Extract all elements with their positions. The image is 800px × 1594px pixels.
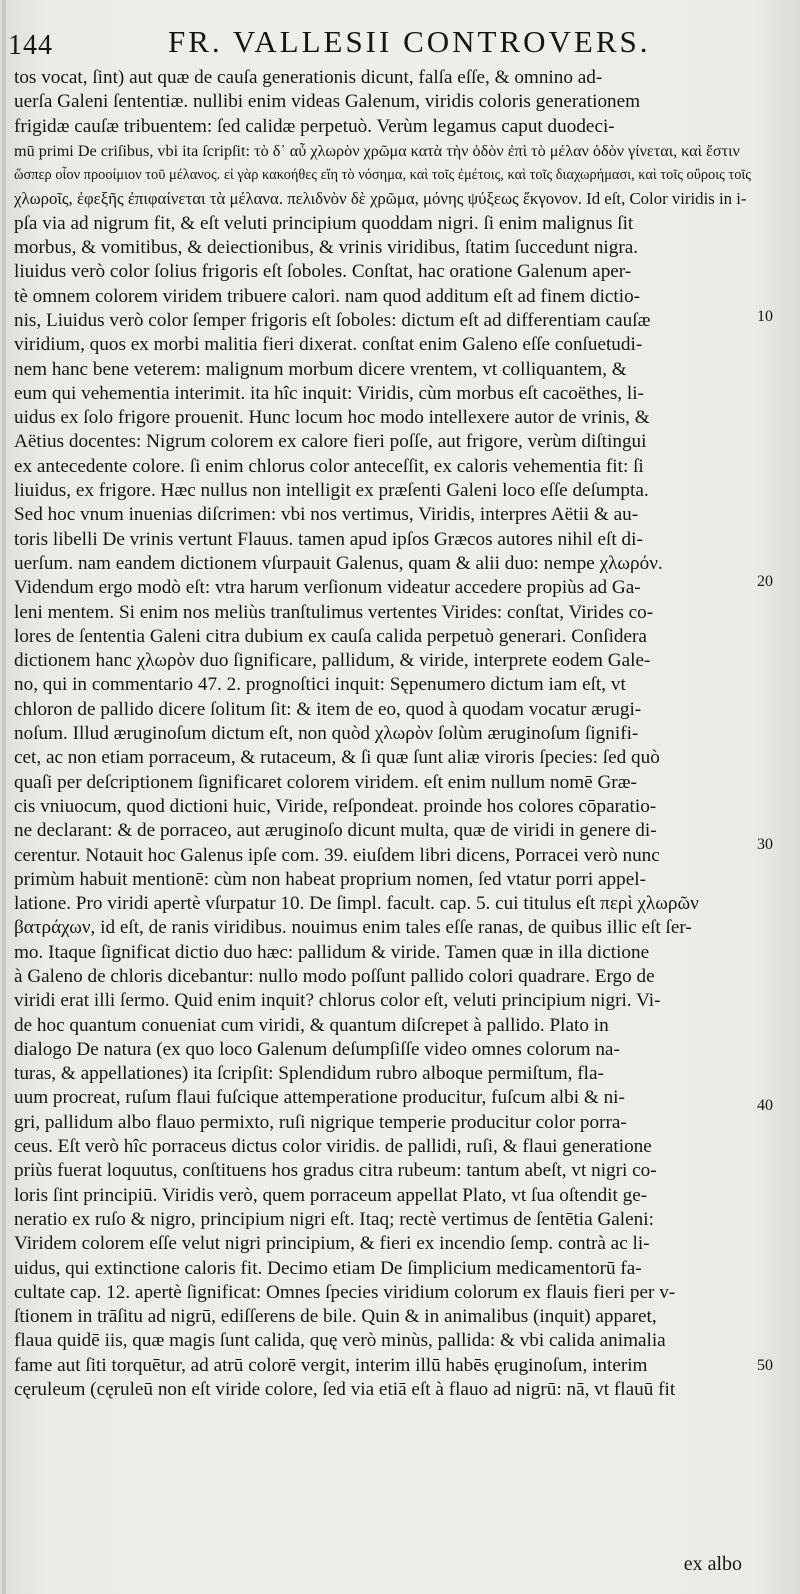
text-line: ex antecedente colore. ſi enim chlorus color anteceſſit, ex caloris vehementia fit: ſi — [14, 455, 644, 477]
text-line: nem hanc bene veterem: malignum morbum dicere vrentem, vt colliquantem, & — [14, 358, 627, 380]
text-line: frigidæ cauſæ tribuentem: ſed calidæ perpetuò. Verùm legamus caput duodeci- — [14, 115, 615, 137]
text-line: uerſum. nam eandem dictionem vſurpauit Galenus, quam & alii duo: nempe χλωρόν. — [14, 552, 663, 574]
text-line: ne declarant: & de porraceo, aut æruginoſo dicunt multa, quæ de viridi in genere di- — [14, 820, 657, 842]
text-line: cultate cap. 12. apertè ſignificat: Omnes ſpecies viridium colorum ex flauis fieri per v- — [14, 1281, 676, 1303]
text-line: mū primi De criſibus, vbi ita ſcripſit: τὸ δ᾽ αὖ χλωρὸν χρῶμα κατὰ τὴν ὁδὸν ἐπὶ τὸ μέλαν ὁδὸν γίνεται, καὶ ἔστιν — [14, 141, 740, 160]
text-line: tos vocat, ſint) aut quæ de cauſa generationis dicunt, falſa eſſe, & omnino ad- — [14, 67, 603, 88]
text-line: dictionem hanc χλωρὸν duo ſignificare, pallidum, & viride, interprete eodem Gale- — [14, 650, 651, 672]
text-line: noſum. Illud æruginoſum dictum eſt, non quòd χλωρὸν ſolùm æruginoſum ſignifi- — [14, 723, 639, 745]
margin-line-number: 10 — [757, 308, 773, 325]
text-line: Videndum ergo modò eſt: vtra harum verſionum videatur accedere propiùs ad Ga- — [14, 577, 641, 599]
running-head: FR. VALLESII CONTROVERS. — [168, 24, 651, 59]
text-line: viridi erat illi ſermo. Quid enim inquit? chlorus color eſt, veluti principium nigri. Vi- — [14, 990, 661, 1012]
text-line: ſtionem in trāſitu ad nigrū, ediſſerens de bile. Quin & in animalibus (inquit) apparet, — [14, 1306, 657, 1328]
text-line: uerſa Galeni ſententiæ. nullibi enim videas Galenum, viridis coloris generationem — [14, 91, 641, 113]
text-line: uidus, qui extinctione caloris fit. Decimo etiam De ſimplicium medicamentorū fa- — [14, 1257, 642, 1279]
text-line: Viridem colorem eſſe velut nigri principium, & fieri ex incendio ſemp. contrà ac li- — [14, 1233, 650, 1255]
text-line: cęruleum (cęruleū non eſt viride colore, ſed via etiā eſt à flauo ad nigrū: nā, vt flauū fit — [14, 1379, 676, 1401]
text-line: liuidus verò color ſolius frigoris eſt ſoboles. Conſtat, hac oratione Galenum aper- — [14, 261, 632, 283]
text-line: pſa via ad nigrum fit, & eſt veluti principium quoddam nigri. ſi enim malignus ſit — [14, 212, 634, 234]
text-line: neratio ex ruſo & nigro, principium nigri eſt. Itaq; rectè vertimus de ſentētia Galeni: — [14, 1208, 654, 1230]
text-line: no, qui in commentario 47. 2. prognoſtici inquit: Sępenumero dictum iam eſt, vt — [14, 674, 626, 696]
catchword: ex albo — [683, 1553, 742, 1575]
page-edge-shadow — [2, 0, 6, 1594]
text-line: leni mentem. Si enim nos meliùs tranſtulimus vertentes Virides: conſtat, Virides co- — [14, 601, 654, 623]
text-line: ὥσπερ οἷον προοίμιον τοῦ μέλανος. εἰ γὰρ κακοήθες εἴη τὸ νόσημα, καὶ τοῖς ἐμέτοις, καὶ τοῖς διαχωρήμασι, καὶ τοῖς οὔροις τοῖς — [14, 167, 751, 184]
text-line: βατράχων, id eſt, de ranis viridibus. nouimus enim tales eſſe ranas, de quibus illic eſt ſer- — [14, 917, 692, 939]
text-line: Aëtius docentes: Nigrum colorem ex calore fieri poſſe, aut frigore, verùm diſtingui — [14, 431, 647, 453]
text-line: gri, pallidum albo flauo permixto, ruſi nigrique temperie producitur color porra- — [14, 1111, 627, 1133]
text-line: priùs fuerat loquutus, conſtituens hos gradus citra rubeum: tantum abeſt, vt nigri co- — [14, 1160, 657, 1182]
page-number: 144 — [8, 30, 53, 61]
margin-line-number: 50 — [757, 1357, 773, 1374]
text-line: χλωροῖς, ἐφεξῆς ἐπιφαίνεται τὰ μέλανα. πελιδνὸν δὲ χρῶμα, μόνης ψύξεως ἔκγονον. Id eſt, Color viridis in i- — [14, 189, 747, 209]
text-line: viridium, quos ex morbi malitia fieri dixerat. conſtat enim Galeno eſſe conſuetudi- — [14, 334, 643, 356]
text-line: à Galeno de chloris dicebantur: nullo modo poſſunt pallido colori quadrare. Ergo de — [14, 965, 655, 987]
text-line: primùm habuit mentionē: cùm non habeat proprium nomen, ſed vtatur porri appel- — [14, 868, 646, 890]
text-line: morbus, & vomitibus, & deiectionibus, & vrinis viridibus, ſtatim ſuccedunt nigra. — [14, 237, 639, 259]
text-line: uum procreat, ruſum flaui fuſcique attemperatione producitur, fuſcum albi & ni- — [14, 1087, 625, 1109]
margin-line-number: 30 — [757, 836, 773, 853]
text-line: turas, & appellationes) ita ſcripſit: Splendidum rubro alboque permiſtum, fla- — [14, 1063, 604, 1085]
text-line: quaſi per deſcriptionem ſignificaret colorem viridem. eſt enim nullum nomē Græ- — [14, 771, 637, 793]
margin-line-number: 20 — [757, 573, 773, 590]
text-line: loris ſint principiū. Viridis verò, quem porraceum appellat Plato, vt ſua oſtendit ge- — [14, 1184, 648, 1206]
text-line: mo. Itaque ſignificat dictio duo hæc: pallidum & viride. Tamen quæ in illa dictione — [14, 941, 650, 963]
text-line: de hoc quantum conueniat cum viridi, & quantum diſcrepet à pallido. Plato in — [14, 1014, 609, 1036]
text-line: nis, Liuidus verò color ſemper frigoris eſt ſoboles: dictum eſt ad differentiam cauſæ — [14, 309, 651, 331]
text-line: ceus. Eſt verò hîc porraceus dictus color viridis. de pallidi, ruſi, & flaui generatione — [14, 1136, 652, 1158]
text-line: cis vniuocum, quod dictioni huic, Viride, reſpondeat. proinde hos colores cōparatio- — [14, 795, 657, 817]
text-line: uidus ex ſolo frigore prouenit. Hunc locum hoc modo intellexere autor de vrinis, & — [14, 407, 650, 429]
text-line: cet, ac non etiam porraceum, & rutaceum, & ſi quæ ſunt aliæ viroris ſpecies: ſed quò — [14, 747, 660, 769]
text-line: dialogo De natura (ex quo loco Galenum deſumpſiſſe video omnes colorum na- — [14, 1038, 620, 1060]
text-line: lores de ſententia Galeni citra dubium ex cauſa calida perpetuò generari. Conſidera — [14, 625, 647, 647]
text-line: latione. Pro viridi apertè vſurpatur 10. De ſimpl. facult. cap. 5. cui titulus eſt περὶ χλωρῶν — [14, 893, 699, 915]
text-line: toris libelli De vrinis vertunt Flauus. tamen apud ipſos Græcos autores nihil eſt di- — [14, 528, 643, 550]
text-line: tè omnem colorem viridem tribuere calori. nam quod additum eſt ad finem dictio- — [14, 285, 641, 307]
margin-line-number: 40 — [757, 1097, 773, 1114]
text-line: liuidus, ex frigore. Hæc nullus non intelligit ex præſenti Galeni loco eſſe deſumpta. — [14, 480, 649, 502]
page-header — [8, 22, 748, 62]
body-text — [14, 66, 752, 1566]
text-line: fame aut ſiti torquētur, ad atrū colorē vergit, interim illū habēs ęruginoſum, interim — [14, 1354, 648, 1376]
text-line: Sed hoc vnum inuenias diſcrimen: vbi nos vertimus, Viridis, interpres Aëtii & au- — [14, 504, 639, 526]
text-line: flaua quidē iis, quæ magis ſunt calida, quę verò minùs, pallida: & vbi calida animalia — [14, 1330, 666, 1352]
text-line: chloron de pallido dicere ſolitum ſit: & item de eo, quod à quodam vocatur ærugi- — [14, 698, 642, 720]
text-line: eum qui vehementia interimit. ita hîc inquit: Viridis, cùm morbus eſt cacoëthes, li- — [14, 382, 644, 404]
text-line: cerentur. Notauit hoc Galenus ipſe com. 39. eiuſdem libri dicens, Porracei verò nunc — [14, 844, 660, 866]
